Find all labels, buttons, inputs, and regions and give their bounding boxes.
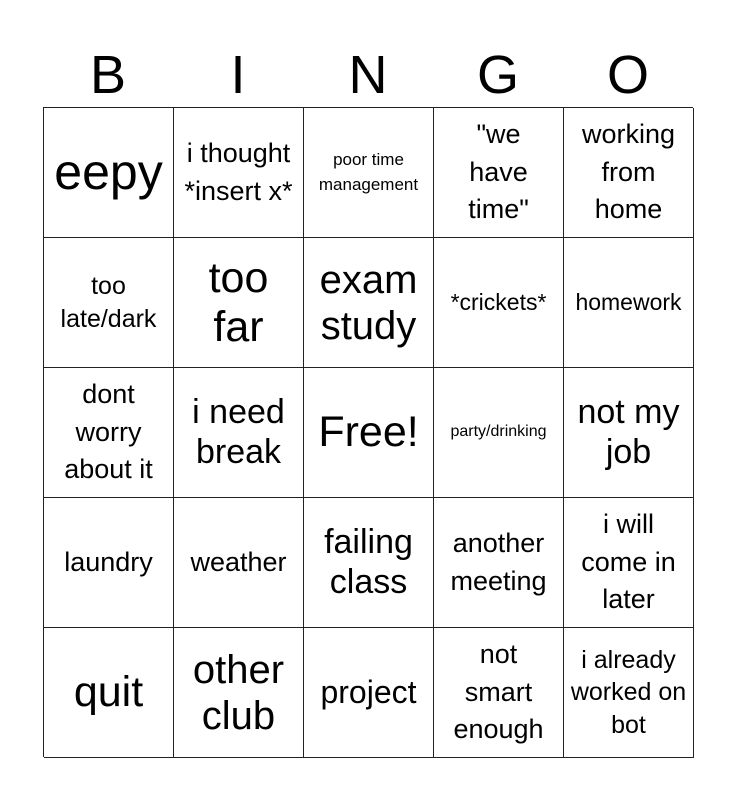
cell-label: working from home [581,118,676,225]
bingo-cell[interactable] [434,628,564,758]
cell-label: not my job [577,393,680,471]
header-letter-g: G [476,45,519,105]
cell-label: poor time management [318,150,419,194]
header-letter-i: I [230,45,246,105]
free-space-label: Free! [318,408,419,457]
cell-label: too late/dark [60,272,157,333]
bingo-board [43,107,693,757]
bingo-cell[interactable] [44,628,174,758]
header-letter-n: N [348,45,388,105]
cell-label: "we have time" [468,118,529,225]
bingo-cell[interactable] [564,108,694,238]
free-space-cell[interactable] [304,368,434,498]
cell-label: other club [192,647,285,738]
bingo-cell[interactable] [564,628,694,758]
cell-label: *crickets* [450,289,547,316]
bingo-cell[interactable] [44,368,174,498]
bingo-cell[interactable] [44,498,174,628]
cell-label: exam study [319,257,418,348]
bingo-cell[interactable] [434,108,564,238]
bingo-cell[interactable] [44,108,174,238]
header-letter-o: O [606,45,649,105]
cell-label: not smart enough [453,638,544,745]
bingo-cell[interactable] [564,368,694,498]
bingo-cell[interactable] [564,498,694,628]
bingo-cell[interactable] [564,238,694,368]
cell-label: too far [208,253,269,351]
bingo-cell[interactable] [174,368,304,498]
bingo-cell[interactable] [44,238,174,368]
cell-label: i already worked on bot [570,645,687,739]
cell-label: another meeting [450,527,547,596]
cell-label: i thought *insert x* [184,137,293,206]
bingo-cell[interactable] [304,108,434,238]
bingo-cell[interactable] [434,238,564,368]
cell-label: i need break [192,393,285,471]
bingo-cell[interactable] [304,238,434,368]
cell-label: i will come in later [581,508,676,615]
bingo-cell[interactable] [174,498,304,628]
bingo-cell[interactable] [174,238,304,368]
bingo-cell[interactable] [304,498,434,628]
cell-label: dont worry about it [64,378,153,485]
header-letter-b: B [89,45,127,105]
cell-label: homework [575,289,682,316]
bingo-cell[interactable] [174,628,304,758]
cell-label: party/drinking [450,423,547,441]
cell-label: quit [73,668,144,717]
bingo-cell[interactable] [434,368,564,498]
bingo-cell[interactable] [304,628,434,758]
cell-label: laundry [64,546,153,577]
cell-label: project [320,673,417,710]
cell-label: weather [190,546,287,577]
bingo-cell[interactable] [434,498,564,628]
bingo-header [43,44,693,106]
cell-label: eepy [54,143,163,200]
bingo-cell[interactable] [174,108,304,238]
cell-label: failing class [324,523,413,601]
